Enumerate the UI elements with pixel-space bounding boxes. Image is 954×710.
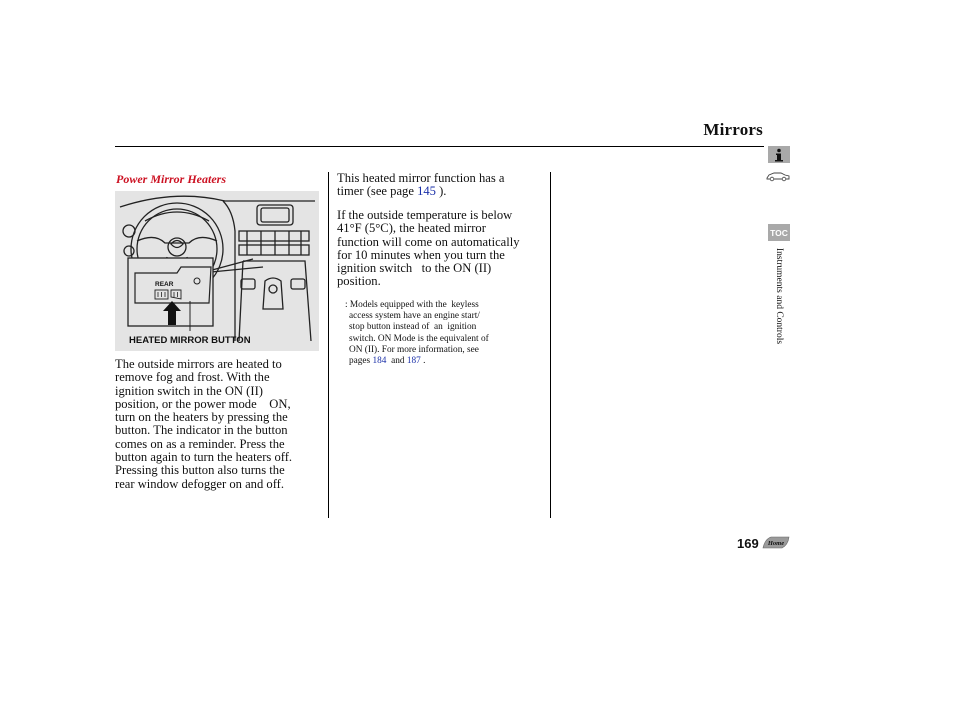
text-line: function will come on automatically [337,234,520,249]
column-divider-right [550,172,551,518]
auto-heater-note [337,209,542,289]
car-icon [766,170,790,182]
column-divider-left [328,172,329,518]
text-line: If the outside temperature is below [337,208,513,222]
text-line: access system have an engine start/ [349,311,480,322]
heater-description [115,358,315,491]
header-divider [115,146,764,147]
section-subheading: Power Mirror Heaters [116,172,227,186]
footnote [345,300,529,367]
text-line: ignition switch in the ON (II) [115,383,263,398]
text-line: button. The indicator in the button [115,423,288,438]
text-line: stop button instead of an ignition [349,322,477,333]
info-button[interactable] [768,146,790,163]
text-line: turn on the heaters by pressing the [115,410,288,425]
text-line: ignition switch to the ON (II) [337,261,492,276]
text-line [349,356,529,367]
dashboard-illustration [115,191,319,351]
home-label: Home [767,540,785,547]
text-line: switch. ON Mode is the equivalent of [349,333,489,344]
page-number: 169 [737,536,759,551]
text-line: remove fog and frost. With the [115,370,270,385]
page-link-184[interactable]: 184 [372,356,387,367]
text-line: comes on as a reminder. Press the [115,436,285,451]
home-button[interactable] [762,535,790,550]
text-line: position, or the power mode ON, [115,396,291,411]
text-line: button again to turn the heaters off. [115,450,293,465]
rear-defogger-label: REAR [155,281,174,288]
text-fragment: timer (see page [337,184,418,199]
info-icon [773,148,785,162]
page-link-187[interactable]: 187 [406,356,421,367]
vehicle-index-button[interactable] [766,169,790,183]
text-line: for 10 minutes when you turn the [337,247,505,262]
text-line: ON (II). For more information, see [349,344,479,355]
text-line: 41°F (5°C), the heated mirror [337,221,486,236]
text-line: : Models equipped with the keyless [345,300,479,310]
figure-caption: HEATED MIRROR BUTTON [129,335,251,346]
toc-button[interactable]: TOC [768,224,790,241]
dashboard-drawing [115,191,319,351]
text-line: Pressing this button also turns the [115,463,285,478]
text-line: position. [337,274,381,289]
text-line: This heated mirror function has a [337,171,505,185]
text-fragment: pages [349,356,373,367]
text-line: The outside mirrors are heated to [115,357,282,371]
page-link-145[interactable]: 145 [417,184,436,199]
text-fragment: ). [435,184,447,199]
text-fragment: . [420,356,426,367]
timer-note [337,172,542,199]
text-line [337,185,542,198]
chapter-label: Instruments and Controls [774,248,784,345]
text-line: rear window defogger on and off. [115,476,285,491]
page-title: Mirrors [703,120,763,139]
home-icon [762,535,790,550]
text-fragment: and [386,356,407,367]
